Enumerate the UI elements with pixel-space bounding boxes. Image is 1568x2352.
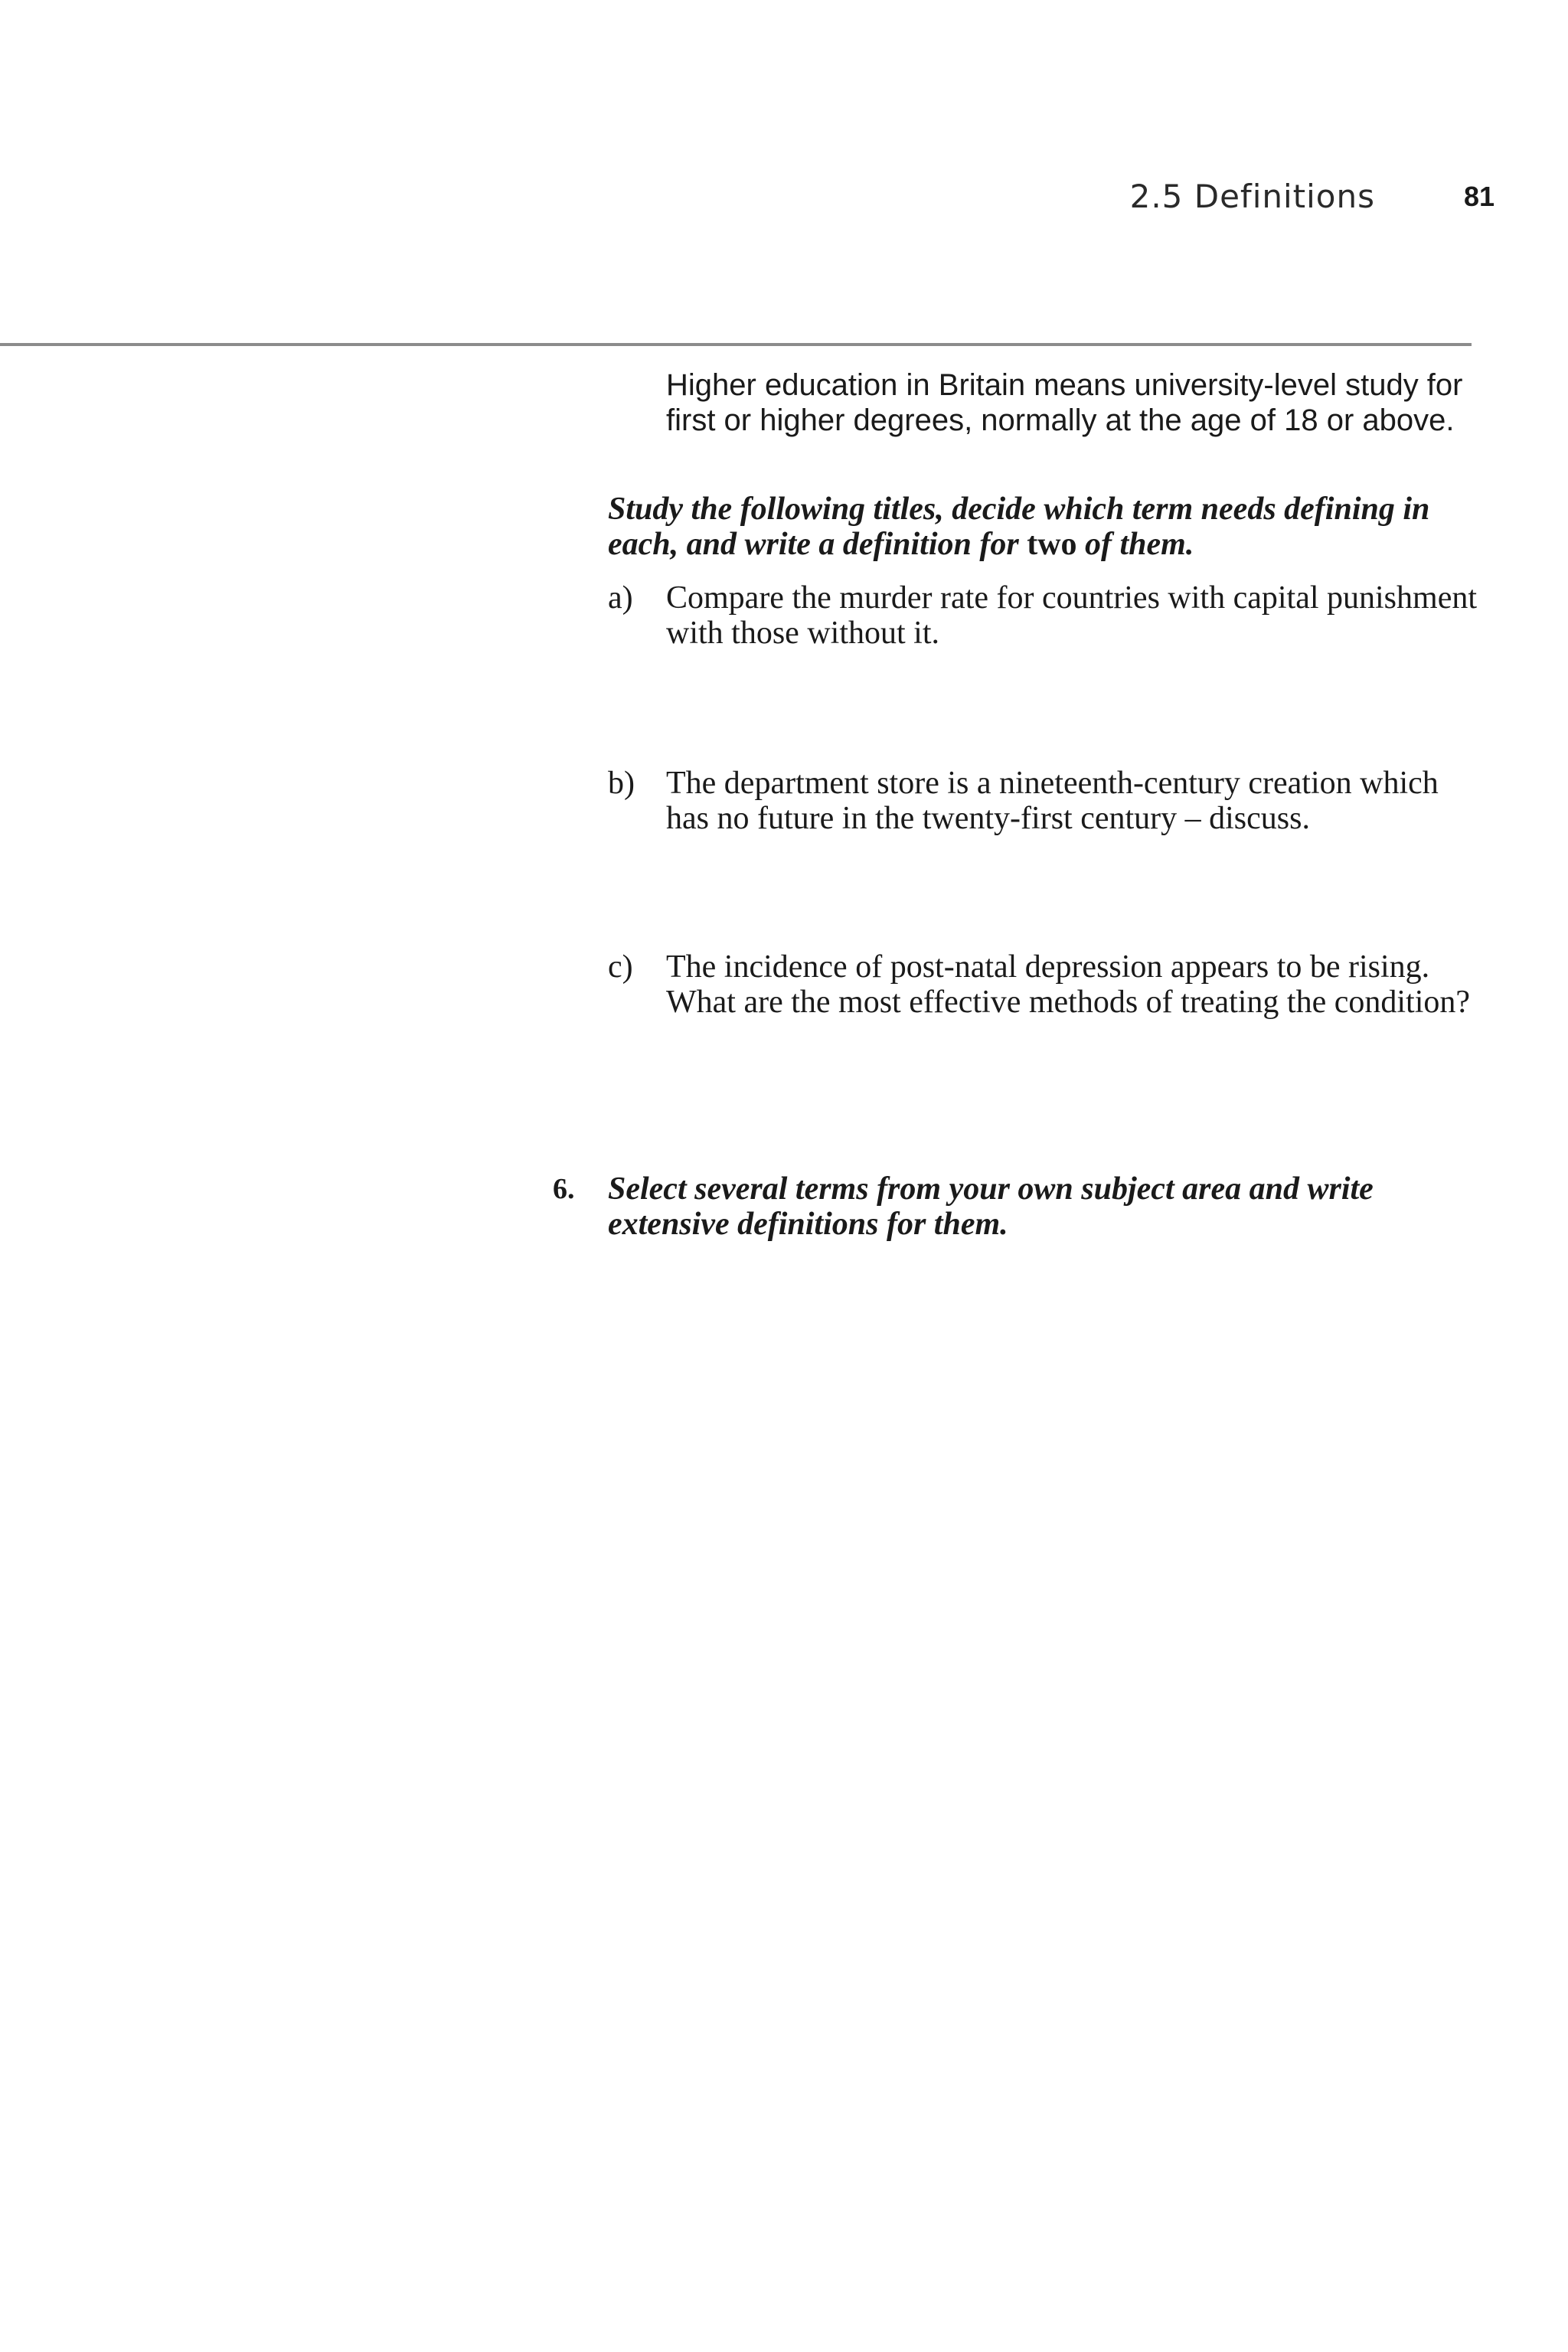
list-item-a bbox=[608, 580, 1488, 651]
item-text: The incidence of post-natal depression appears to be rising. What are the most effective methods of treating the condition? bbox=[666, 949, 1471, 1020]
item-text: Compare the murder rate for countries with capital punishment with those without it. bbox=[666, 580, 1478, 651]
running-head bbox=[919, 178, 1494, 224]
page-number: 81 bbox=[1463, 181, 1494, 212]
item-text: The department store is a nineteenth-century creation which has no future in the twenty-first century – discuss. bbox=[666, 766, 1439, 836]
instruction-lead: Study the following titles, decide which term needs defining in each, and write a definition for bbox=[608, 492, 1430, 562]
header-rule bbox=[0, 343, 1472, 346]
exercise-text: Select several terms from your own subject area and write extensive definitions for them. bbox=[608, 1171, 1374, 1242]
section-title: 2.5 Definitions bbox=[1129, 178, 1375, 215]
item-label: b) bbox=[608, 766, 635, 801]
item-label: a) bbox=[608, 580, 633, 616]
definition-example: Higher education in Britain means university-level study for first or higher degrees, normally at the age of 18 or above. bbox=[666, 368, 1463, 437]
exercise-number: 6. bbox=[553, 1173, 575, 1205]
instruction-tail: of them. bbox=[1076, 527, 1194, 562]
exercise-instruction bbox=[608, 492, 1481, 562]
list-item-c bbox=[608, 949, 1488, 1020]
exercise-6 bbox=[553, 1171, 1472, 1242]
item-label: c) bbox=[608, 949, 633, 985]
instruction-emphasis: two bbox=[1027, 527, 1077, 562]
list-item-b bbox=[608, 766, 1488, 836]
